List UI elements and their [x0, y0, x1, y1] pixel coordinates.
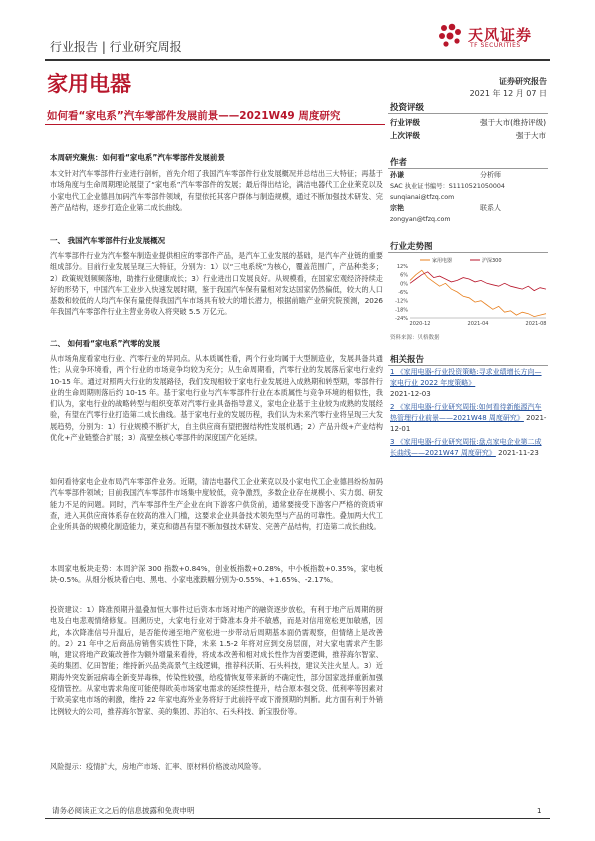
related-item[interactable]: [390, 437, 548, 459]
x-tick-label: 2021-08: [525, 321, 547, 327]
author-email[interactable]: zongyan@tfzq.com: [390, 216, 451, 223]
investment-advice-paragraph: 投资建议：1）降准预期升温叠加恒大事件过后资本市场对地产的融资逐步放松，有利于地产后周期的厨电及白电悲观情绪修复。回溯历史，大家电行业对于降准本身并不敏感，而是对信用宽松更加敏感，因此，本次降准信号升温后，是否能传递至地产宽松进一步带动后周期基本面仍需观察，但情绪上是改善的。2）21 年中之后商品房销售实质性下降，未来 1.5-2 年将对应到交房层面，对大家电需求产生影响，建议将地产政策改善作为额外增量来看待，将成本改善和相对成长性作为首要逻辑，推荐海尔智家、美的集团、亿田智能；维持新兴品类高景气主线逻辑，推荐科沃斯、石头科技，建议关注火星人。3）近期海外突发新冠病毒全新变异毒株，传染性较强，给疫情恢复带来新的不确定性，部分国家选择重新加强疫情管控。从家电需求角度可能使得欧美市场家电需求的延续性提升，结合原本强交货、低利率等因素对于欧美家电市场的刺激，维持 22 年家电海外业务将好于此前持平或下滑预期的判断。此方面有利于外销比例较大的公司，推荐海尔智家、美的集团、苏泊尔、石头科技、新宝股份等。: [50, 605, 383, 716]
related-list: [390, 367, 548, 459]
header-divider: [45, 59, 550, 61]
y-tick-label: 6%: [400, 272, 408, 279]
series-line: [410, 270, 546, 316]
y-tick-label: -24%: [395, 316, 408, 322]
footer-disclaimer: 请务必阅读正文之后的信息披露和免责申明: [52, 806, 195, 815]
author-name: 宗艳: [390, 204, 404, 212]
report-type: 行业报告 | 行业研究周报: [50, 40, 182, 54]
footer-divider: [45, 818, 550, 819]
prev-rating-label: 上次评级: [390, 131, 420, 140]
related-heading: 相关报告: [390, 355, 425, 365]
risk-warning: 风险提示：疫情扩大，房地产市场、汇率、原材料价格波动风险等。: [50, 762, 266, 771]
report-date: 2021 年 12 月 07 日: [469, 89, 547, 98]
related-item-title[interactable]: 1 《家用电器-行业投资策略:寻求业绩增长方向—家电行业 2022 年度策略》: [390, 368, 542, 387]
rating-divider: [388, 113, 548, 114]
section-1-title: 一、 我国汽车零部件行业发展概况: [50, 236, 166, 245]
related-item-date: 2021-12-03: [390, 390, 431, 398]
author-email[interactable]: sunqianai@tfzq.com: [390, 194, 455, 201]
section-1-text: 汽车零部件行业为汽车整车制造业提供相应的零部件产品，是汽车工业发展的基础，是汽车产业链的重要组成部分。目前行业发展呈现三大特征，分别为：1）以“三电系统”为核心，覆盖范围广，产品种类多；2）政策规划频频落地，助推行业健康成长；3）行业进出口发展良好。从规模看，在国家宏观经济持续走好的形势下，中国汽车工业步入快速发展时期，鉴于我国汽车保有量相对发达国家仍然偏低，较大的人口基数和较低的人均汽车保有量使得我国汽车市场具有较大的增长潜力，根据前瞻产业研究院预测，2026 年我国汽车零部件行业主营业务收入将突破 5.5 万亿元。: [50, 251, 383, 317]
weekly-trend-paragraph: 本周家电板块走势：本周沪深 300 指数+0.84%，创业板指数+0.28%，中小板指数+0.35%，家电板块-0.5%。从细分板块看白电、黑电、小家电涨跌幅分别为-0.55%、+1.65%、-2.17%。: [50, 564, 383, 585]
related-item-date: 2021-12-01: [390, 414, 547, 433]
y-tick-label: -6%: [398, 290, 408, 296]
author-role: 联系人: [480, 204, 501, 212]
company-logo: [436, 22, 551, 56]
y-tick-label: -12%: [395, 298, 408, 305]
y-tick-label: 0%: [400, 281, 408, 288]
y-tick-label: -18%: [395, 307, 408, 314]
author-cert: SAC 执业证书编号：S1110521050004: [390, 183, 505, 190]
legend-label: 家用电器: [432, 258, 453, 264]
related-divider: [388, 365, 548, 366]
subtitle-underline: [45, 124, 385, 125]
trend-heading: 行业走势图: [390, 242, 433, 252]
related-item[interactable]: [390, 402, 548, 435]
related-item-title[interactable]: 2 《家用电器-行业研究周报:如何看待新能源汽车热管理行业前景——2021W48 周度研究》: [390, 403, 542, 422]
rating-heading: 投资评级: [390, 103, 425, 113]
x-tick-label: 2020-12: [409, 321, 431, 327]
authors-heading: 作者: [390, 158, 408, 168]
author-role: 分析师: [480, 171, 501, 179]
industry-rating-value: 强于大市(维持评级): [480, 118, 546, 127]
focus-title: 本周研究聚焦：如何看“家电系”汽车零部件发展前景: [50, 153, 225, 162]
section-2-para-1: 从市场角度看家电行业、汽零行业的异同点。从本质属性看，两个行业均属于大型制造业，发展具备共通性；从竞争环境看，两个行业的市场竞争均较为充分；从生命周期看，汽零行业的发展落后家电行业约 10-15 年。通过对照两大行业的发展路径，我们发现相较于家电行业发展进入成熟期和转型期，零部件行业的生命周期则落后约 10-15 年。基于家电行业与汽车零部件行业在本质属性与竞争环境的相似性，我们认为，家电行业的战略转型与组织变革对汽零行业具备指导意义，家电企业基于主业较为成熟的发展经验，有望在汽零行业打造第二成长曲线。基于家电行业的发展历程，我们认为未来汽零行业将呈现三大发展趋势，分别为：1）行业规模不断扩大，自主供应商有望把握结构性发展机遇；2）产品升级+产业结构优化+产业链整合扩展；3）高壁垒核心零部件的深度国产化延续。: [50, 354, 383, 443]
author-name: 孙谦: [390, 171, 404, 179]
series-line: [410, 272, 546, 291]
report-label: 证券研究报告: [499, 77, 547, 86]
report-subtitle: 如何看“家电系”汽车零部件发展前景——2021W49 周度研究: [47, 110, 341, 122]
x-tick-label: 2021-04: [467, 321, 489, 327]
page-title: 家用电器: [47, 72, 131, 96]
intro-paragraph: 本文针对汽车零部件行业进行剖析，首先介绍了我国汽车零部件行业发展概况并总结出三大特征；再基于市场角度与生命周期理论展望了“家电系”汽车零部件的发展；最后得出结论，满洁电器代工企业莱克以及小家电代工企业德昌加码汽车零部件领域，有望依托其客户群体与制造规模，通过不断加强技术研发、完善产品结构，逐步打造企业第二成长曲线。: [50, 169, 383, 212]
related-item[interactable]: [390, 367, 548, 400]
legend-label: 沪深300: [482, 258, 502, 264]
page-number: 1: [537, 807, 542, 815]
related-item-title[interactable]: 3 《家用电器-行业研究周报:盘点家电企业第二成长曲线——2021W47 周度研究》: [390, 438, 542, 457]
logo-text-en: TF SECURITIES: [470, 42, 521, 49]
related-item-date: 2021-11-23: [498, 449, 539, 457]
prev-rating-value: 强于大市: [516, 131, 546, 140]
authors-divider: [388, 168, 548, 169]
trend-source: 资料来源：贝格数据: [390, 335, 440, 341]
industry-rating-label: 行业评级: [390, 118, 420, 127]
logo-mark-icon: [436, 22, 464, 50]
y-tick-label: 12%: [396, 264, 408, 270]
section-2-title: 二、 如何看“家电系”汽零的发展: [50, 339, 160, 348]
trend-divider: [388, 252, 548, 253]
industry-trend-chart: [388, 256, 550, 328]
section-2-para-2: 如何看待家电企业布局汽车零部件业务。近期，清洁电器代工企业莱克以及小家电代工企业德昌纷纷加码汽车零部件领域；目前我国汽车零部件市场集中度较低，竞争激烈，多数企业存在规模小、实力弱、研发能力不足的问题。同时，汽车零部件生产企业在向下游客户供货前，通常要接受下游客户严格的资质审查，进入其供应商体系存在较高的准入门槛，这要求企业具备技术领先型与产品的可靠性。叠加两大代工企业所具备的规模化制造能力，莱克和德昌有望不断加强技术研发、完善产品结构，打造第二成长曲线。: [50, 477, 383, 532]
logo-text-cn: 天风证券: [468, 26, 533, 44]
